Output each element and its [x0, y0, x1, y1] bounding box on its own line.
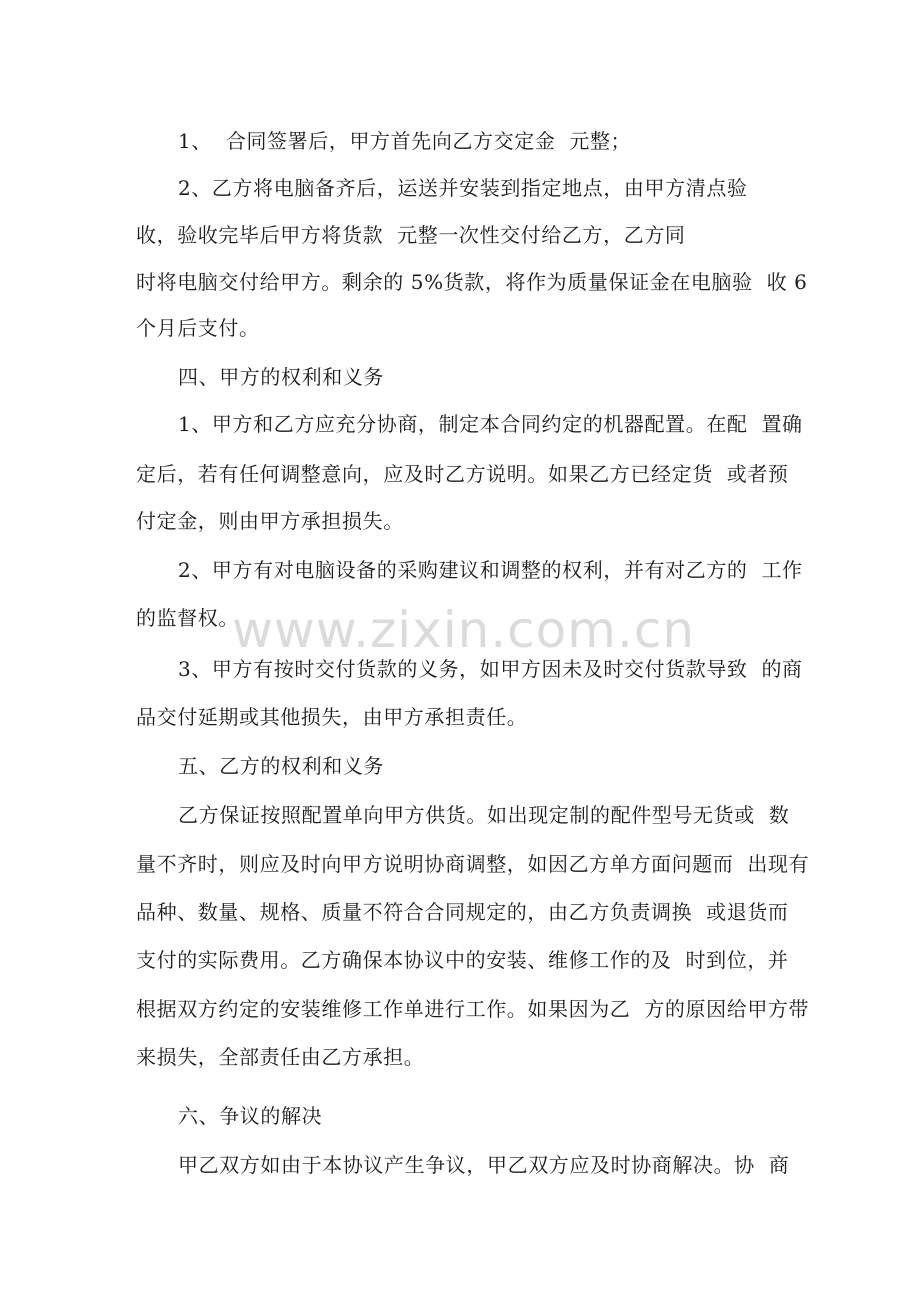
text-line: 1、甲方和乙方应充分协商，制定本合同约定的机器配置。在配 置确 [178, 412, 803, 436]
text-line: 定后，若有任何调整意向，应及时乙方说明。如果乙方已经定货 或者预 [136, 462, 789, 486]
text-line: 时将电脑交付给甲方。剩余的 5%货款，将作为质量保证金在电脑验 收 6 [136, 270, 808, 294]
section-heading: 四、甲方的权利和义务 [178, 365, 384, 389]
text-line: 支付的实际费用。乙方确保本协议中的安装、维修工作的及 时到位，并 [136, 948, 789, 972]
text-line: 的监督权。 [136, 606, 239, 630]
text-line: 来损失，全部责任由乙方承担。 [136, 1045, 425, 1069]
section-heading: 六、争议的解决 [178, 1104, 323, 1128]
text-line: 品种、数量、规格、质量不符合合同规定的，由乙方负责调换 或退货而 [136, 900, 789, 924]
text-line: 个月后支付。 [136, 316, 260, 340]
text-line: 1、 合同签署后，甲方首先向乙方交定金 元整； [178, 129, 632, 153]
text-line: 2、乙方将电脑备齐后，运送并安装到指定地点，由甲方清点验 [178, 176, 748, 200]
text-line: 收，验收完毕后甲方将货款 元整一次性交付给乙方，乙方同 [136, 223, 686, 247]
text-line: 量不齐时，则应及时向甲方说明协商调整，如因乙方单方面问题而 出现有 [136, 852, 810, 876]
text-line: 品交付延期或其他损失，由甲方承担责任。 [136, 705, 528, 729]
text-line: 3、甲方有按时交付货款的义务，如甲方因未及时交付货款导致 的商 [178, 657, 803, 681]
section-heading: 五、乙方的权利和义务 [178, 754, 384, 778]
text-line: 根据双方约定的安装维修工作单进行工作。如果因为乙 方的原因给甲方带 [136, 997, 810, 1021]
watermark: www.zixin.com.cn [232, 601, 696, 659]
text-line: 付定金，则由甲方承担损失。 [136, 509, 404, 533]
text-line: 2、甲方有对电脑设备的采购建议和调整的权利，并有对乙方的 工作 [178, 558, 803, 582]
text-line: 甲乙双方如由于本协议产生争议，甲乙双方应及时协商解决。协 商 [178, 1153, 790, 1177]
text-line: 乙方保证按照配置单向甲方供货。如出现定制的配件型号无货或 数 [178, 803, 790, 827]
